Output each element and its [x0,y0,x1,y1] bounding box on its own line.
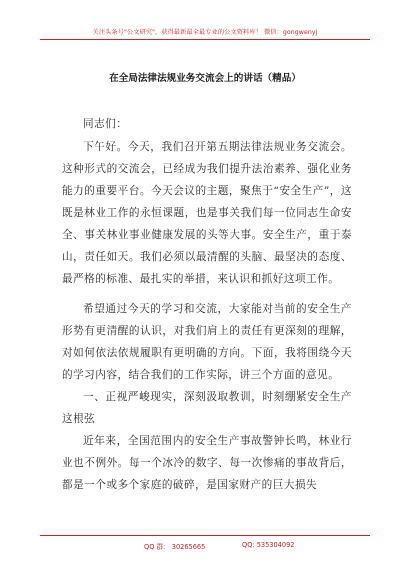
header-banner: 关注头条号"公文研究"，获得最新最全最专业的公文资料库！ 微信：gongwenyj [92,29,318,36]
footer [40,535,370,555]
document-body [62,113,352,496]
paragraph-opening: 下午好。今天，我们召开第五期法律法规业务交流会。这种形式的交流会，已经成为我们提升法治素养、强化业务能力的重要平台。今天会议的主题，聚焦于“安全生产”，这既是林业工作的永恒课题，也是事关我们每一位同志生命安全、事关林业事业健康发展的头等大事。安全生产，重于泰山，责任如天。我们必须以最清醒的头脑、最坚决的态度、最严格的标准、最扎实的举措，来认识和抓好这项工作。 [62,141,352,285]
header-divider [40,39,370,40]
footer-qq-contact: QQ: 535304092 [242,541,295,549]
footer-qq-group: QQ 群： 30265665 [144,543,206,551]
section-heading-1: 一、正视严峻现实，深刻汲取教训，时刻绷紧安全生产这根弦 [62,391,352,425]
footer-divider [40,535,370,536]
document-title: 在全局法律法规业务交流会上的讲话（精品） [109,73,301,84]
greeting: 同志们： [83,118,128,130]
paragraph-section-1: 近年来，全国范围内的安全生产事故警钟长鸣，林业行业也不例外。每一个冰冷的数字、每一次惨痛的事故背后，都是一个或多个家庭的破碎，是国家财产的巨大损失 [62,435,352,491]
paragraph-purpose: 希望通过今天的学习和交流，大家能对当前的安全生产形势有更清醒的认识，对我们肩上的责任有更深刻的理解，对如何依法依规履职有更明确的方向。下面，我将围绕今天的学习内容，结合我们的工作实际，讲三个方面的意见。 [62,303,352,381]
